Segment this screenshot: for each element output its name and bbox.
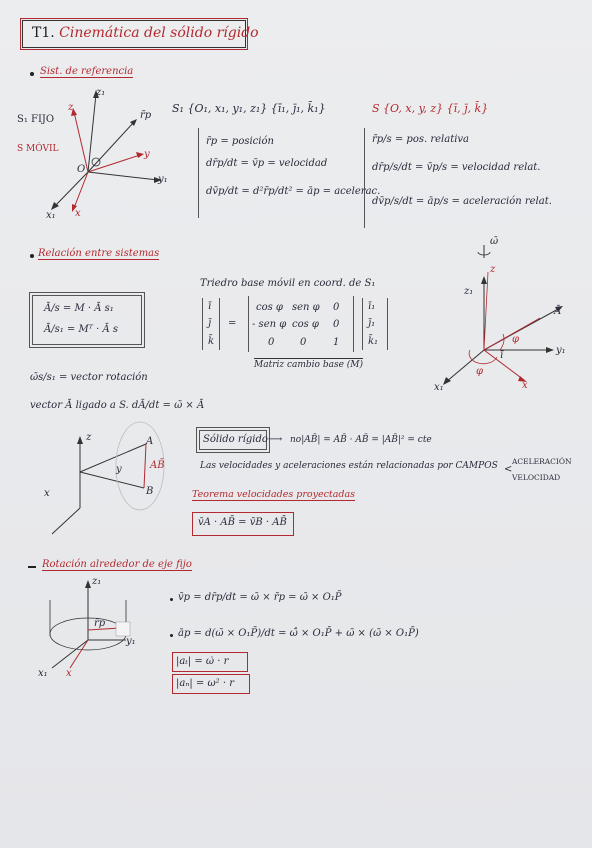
vec-k1: k̄₁ <box>368 336 379 347</box>
s-line-2: dr̄p/s/dt = v̄p/s = velocidad relat. <box>372 162 541 173</box>
fa-r-label: r̄p <box>94 618 106 629</box>
section-heading-relation: Relación entre sistemas <box>38 248 160 259</box>
campo-aceleracion: ACELERACIÓN <box>512 457 572 466</box>
m32: 0 <box>300 337 307 348</box>
s1-line-3: dv̄p/dt = d²r̄p/dt² = āp = acelerac. <box>206 186 381 197</box>
s1-line-1: r̄p = posición <box>206 136 274 147</box>
fig3-i-label: ī <box>500 350 504 361</box>
s-definition: S {O, x, y, z} {ī, j̄, k̄} <box>372 102 489 115</box>
section-heading-fixed-axis: Rotación alrededor de eje fijo <box>42 559 192 570</box>
fig3-x-label: x <box>522 380 528 391</box>
rb-B-label: B <box>146 486 154 497</box>
solid-label: Sólido rígido <box>203 434 268 445</box>
campo-velocidad: VELOCIDAD <box>512 473 561 482</box>
vector-derivative: vector Ā ligado a S. dĀ/dt = ω̄ × Ā <box>30 400 205 411</box>
triedro-caption: Triedro base móvil en coord. de S₁ <box>200 278 376 289</box>
fig3-A-label: Ā <box>554 306 562 317</box>
fig3-y1-label: y₁ <box>556 345 566 356</box>
fig3-x1-label: x₁ <box>434 382 444 393</box>
section-heading-reference: Sist. de referencia <box>40 66 134 77</box>
s1-definition: S₁ {O₁, x₁, y₁, z₁} {ī₁, j̄₁, k̄₁} <box>172 102 326 115</box>
brace-glyph: < <box>504 464 513 475</box>
origin-label: O <box>77 164 86 175</box>
axis-x1-label: x₁ <box>46 210 56 221</box>
phi-label-top: φ <box>512 334 520 345</box>
m21: - sen φ <box>252 319 287 330</box>
m11: cos φ <box>256 302 283 313</box>
fixed-system-label: S₁ FIJO <box>17 114 55 125</box>
fa-x1-label: x₁ <box>38 668 48 679</box>
theorem-equation: v̄A · AB̄ = v̄B · AB̄ <box>198 517 287 528</box>
axis-y-label: y <box>144 149 150 160</box>
normal-acceleration: |aₙ| = ω² · r <box>176 678 234 689</box>
axis-z-label: z <box>68 102 74 113</box>
fa-y1-label: y₁ <box>126 636 136 647</box>
arrow-glyph: ⟶ <box>268 434 283 445</box>
omega-definition: ω̄s/s₁ = vector rotación <box>30 372 148 383</box>
rb-x-label: x <box>44 488 50 499</box>
m22: cos φ <box>292 319 319 330</box>
fields-relation-text: Las velocidades y aceleraciones están relacionadas por CAMPOS <box>200 461 498 471</box>
vec-i1: ī₁ <box>368 301 376 312</box>
bullet <box>170 634 173 637</box>
m13: 0 <box>333 302 340 313</box>
vec-k: k̄ <box>208 336 215 347</box>
vec-j1: j̄₁ <box>368 318 376 329</box>
axis-x-label: x <box>75 208 81 219</box>
tangential-acceleration: |aₜ| = ω̇ · r <box>176 656 229 667</box>
velocity-equation: v̄p = dr̄p/dt = ω̄ × r̄p = ω̄ × O₁P̄ <box>178 592 342 603</box>
page-title: T1. Cinemática del sólido rígido <box>32 25 259 41</box>
m23: 0 <box>333 319 340 330</box>
s-line-1: r̄p/s = pos. relativa <box>372 134 470 145</box>
axis-z1-label: z₁ <box>96 87 106 98</box>
m12: sen φ <box>292 302 320 313</box>
m31: 0 <box>268 337 275 348</box>
solid-condition: no|AB̄| = AB̄ · AB̄ = |AB̄|² = cte <box>290 435 432 445</box>
rb-A-label: A <box>146 436 154 447</box>
m33: 1 <box>333 337 340 348</box>
transform-eq-1: Ā/s = M · Ā s₁ <box>44 303 114 314</box>
equals-sign: = <box>228 318 237 329</box>
phi-label-bottom: φ <box>476 366 484 377</box>
omega-label: ω̄ <box>490 236 499 247</box>
fa-z1-label: z₁ <box>92 576 102 587</box>
fa-x-label: x <box>66 668 72 679</box>
fig3-z-label: z <box>490 264 496 275</box>
axis-y1-label: y₁ <box>158 174 168 185</box>
rb-AB-label: AB̄ <box>150 460 165 471</box>
vec-i: ī <box>208 301 212 312</box>
theorem-heading: Teorema velocidades proyectadas <box>192 489 355 500</box>
moving-system-label: S MÓVIL <box>17 144 59 154</box>
bullet <box>170 598 173 601</box>
fig3-z1-label: z₁ <box>464 286 474 297</box>
s-line-3: dv̄p/s/dt = āp/s = aceleración relat. <box>372 196 552 207</box>
r-vector-label: r̄p <box>140 110 152 121</box>
acceleration-equation: āp = d(ω̄ × O₁P̄)/dt = ω̄̇ × O₁P̄ + ω̄ × (ω̄ × O₁P̄) <box>178 628 419 639</box>
s1-line-2: dr̄p/dt = v̄p = velocidad <box>206 158 328 169</box>
rb-z-label: z <box>86 432 92 443</box>
rb-y-label: y <box>116 464 122 475</box>
vec-j: j̄ <box>208 318 212 329</box>
matrix-caption: Matriz cambio base (M) <box>254 360 364 370</box>
transform-eq-2: Ā/s₁ = Mᵀ · Ā s <box>44 324 118 335</box>
